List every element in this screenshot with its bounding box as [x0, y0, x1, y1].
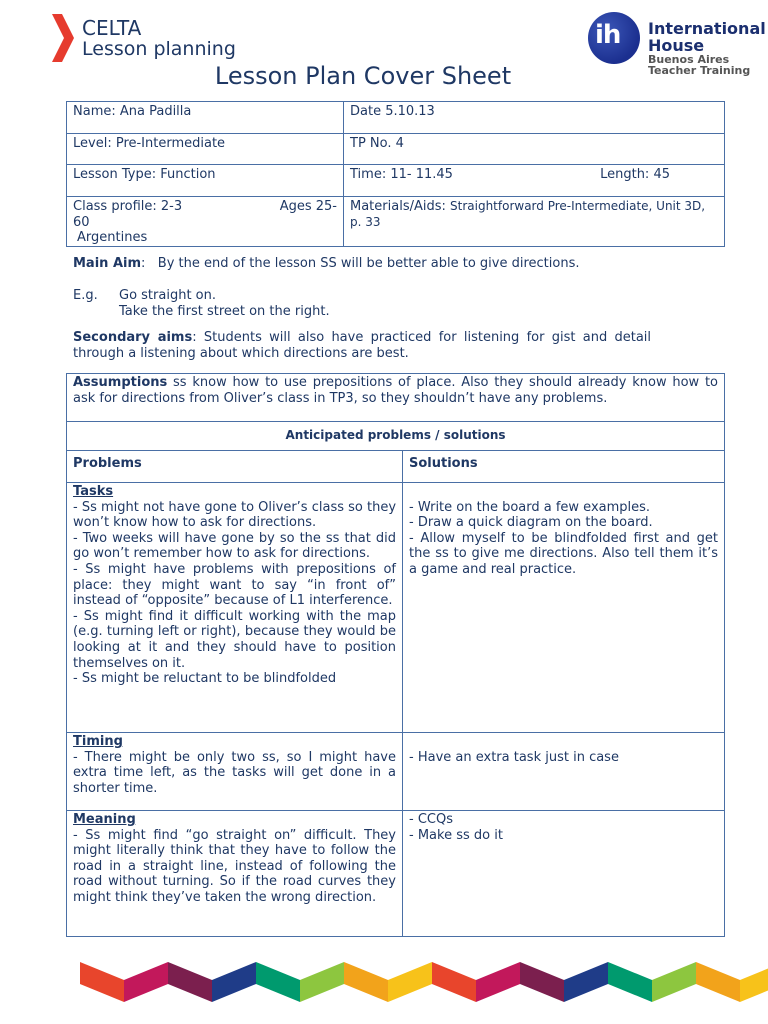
- time-length-cell: [344, 165, 725, 197]
- zigzag-segment: [256, 962, 300, 1002]
- problems-table: [66, 373, 725, 937]
- ages-continued: 60: [73, 214, 90, 230]
- main-aim: Main Aim: By the end of the lesson SS will be better able to give directions.: [73, 256, 580, 271]
- timing-heading: Timing: [73, 734, 123, 749]
- solution-item: - CCQs: [409, 812, 453, 827]
- tasks-heading: Tasks: [73, 484, 114, 499]
- zigzag-segment: [344, 962, 388, 1002]
- level-cell: Level: Pre-Intermediate: [67, 134, 344, 165]
- problems-header: Problems: [67, 451, 403, 483]
- solution-item: - Make ss do it: [409, 827, 503, 843]
- problem-item: - Two weeks will have gone by so the ss that did go won’t remember how to ask for directions.: [73, 530, 396, 562]
- eg-label: E.g.: [73, 288, 98, 303]
- logo-line-2: House: [648, 36, 705, 55]
- meaning-problems-cell: [67, 811, 403, 937]
- zigzag-segment: [432, 962, 476, 1002]
- logo-line-4: Teacher Training: [648, 64, 751, 77]
- ih-circle-icon: [588, 12, 640, 64]
- solutions-header: Solutions: [403, 451, 725, 483]
- zigzag-segment: [564, 962, 608, 1002]
- celta-title: CELTA: [82, 16, 142, 40]
- page-title: Lesson Plan Cover Sheet: [214, 62, 512, 90]
- zigzag-segment: [300, 962, 344, 1002]
- name-cell: Name: Ana Padilla: [67, 102, 344, 134]
- zigzag-segment: [212, 962, 256, 1002]
- meaning-solutions-cell: [403, 811, 725, 937]
- main-aim-label: Main Aim: [73, 256, 142, 271]
- timing-problems-cell: [67, 733, 403, 811]
- ih-letters: ih: [595, 20, 621, 50]
- example-block: [73, 288, 330, 319]
- zigzag-segment: [740, 962, 768, 1002]
- decorative-zigzag-band: [80, 960, 768, 1004]
- zigzag-segment: [388, 962, 432, 1002]
- anticipated-heading: Anticipated problems / solutions: [67, 422, 725, 451]
- logo-line-1: International: [648, 19, 766, 38]
- problem-item: - Ss might not have gone to Oliver’s class so they won’t know how to ask for directions.: [73, 499, 397, 531]
- cover-table: [66, 101, 725, 247]
- zigzag-segment: [520, 962, 564, 1002]
- class-profile-cell: [67, 197, 344, 247]
- solution-item: - Allow myself to be blindfolded first and get the ss to give me directions. Also tell them it’s a game and real practice.: [409, 530, 719, 577]
- materials-label: Materials/Aids:: [350, 199, 446, 214]
- problem-item: - Ss might find it difficult working with the map (e.g. turning left or right), because they would be looking at it and they should have to position themselves on it.: [73, 608, 396, 671]
- assumptions-text: ss know how to use prepositions of place. Also they should already know how to ask for directions from Oliver’s class in TP3, so they shouldn’t have any problems.: [73, 375, 718, 406]
- zigzag-segment: [168, 962, 212, 1002]
- tp-cell: TP No. 4: [344, 134, 725, 165]
- length-value: Length: 45: [600, 167, 670, 182]
- zigzag-segment: [652, 962, 696, 1002]
- materials-cell: [344, 197, 725, 247]
- nationality-value: Argentines: [77, 230, 148, 246]
- ages-value: Ages 25-: [279, 199, 337, 214]
- solution-item: - Have an extra task just in case: [409, 749, 619, 765]
- class-profile-value: Class profile: 2-3: [73, 199, 183, 214]
- date-cell: Date 5.10.13: [344, 102, 725, 134]
- lesson-planning-subtitle: Lesson planning: [82, 38, 236, 60]
- main-aim-text: By the end of the lesson SS will be better able to give directions.: [157, 256, 580, 271]
- zigzag-segment: [608, 962, 652, 1002]
- timing-solutions-cell: [403, 733, 725, 811]
- materials-value: Straightforward Pre-Intermediate, Unit 3D, p. 33: [350, 199, 706, 229]
- lesson-type-cell: Lesson Type: Function: [67, 165, 344, 197]
- chevron-logo-icon: [50, 14, 76, 62]
- zigzag-segment: [124, 962, 168, 1002]
- tasks-solutions-cell: [403, 483, 725, 733]
- problem-item: - Ss might find “go straight on” difficult. They might literally think that they have to follow the road in a straight line, instead of following the road without turning. So if the road curves they might think they’ve taken the wrong direction.: [73, 827, 396, 905]
- example-1: Go straight on.: [119, 288, 216, 303]
- zigzag-segment: [476, 962, 520, 1002]
- tasks-problems-cell: [67, 483, 403, 733]
- time-value: Time: 11- 11.45: [350, 167, 453, 182]
- logo-line-3: Buenos Aires: [648, 53, 730, 66]
- problem-item: - Ss might have problems with prepositions of place: they might want to say “in front of” instead of “opposite” because of L1 interference.: [73, 561, 396, 609]
- example-2: Take the first street on the right.: [119, 303, 330, 319]
- assumptions-cell: [67, 374, 725, 422]
- problem-item: - There might be only two ss, so I might have extra time left, as the tasks will get done in a shorter time.: [73, 749, 396, 796]
- secondary-aims: Secondary aims: Students will also have practiced for listening for gist and detail through a listening about which directions are best.: [73, 330, 652, 361]
- solution-item: - Draw a quick diagram on the board.: [409, 515, 653, 531]
- solution-item: - Write on the board a few examples.: [409, 499, 651, 515]
- problem-item: - Ss might be reluctant to be blindfolded: [73, 671, 337, 687]
- secondary-aims-text: Students will also have practiced for listening for gist and detail through a listening about which directions are best.: [73, 330, 652, 361]
- zigzag-segment: [80, 962, 124, 1002]
- zigzag-segment: [696, 962, 740, 1002]
- assumptions-label: Assumptions: [73, 375, 168, 390]
- international-house-logo: [588, 12, 766, 78]
- meaning-heading: Meaning: [73, 812, 136, 827]
- secondary-aims-label: Secondary aims: [73, 330, 193, 345]
